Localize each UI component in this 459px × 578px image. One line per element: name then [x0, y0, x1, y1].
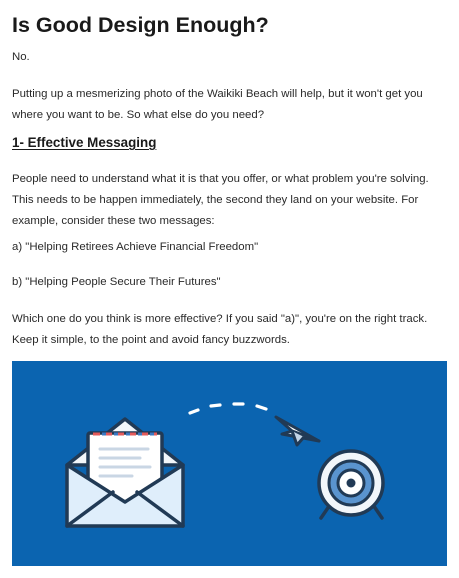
target-icon — [319, 451, 383, 518]
paper-plane-icon — [276, 417, 319, 445]
page-title: Is Good Design Enough? — [12, 13, 269, 37]
closing-paragraph: Which one do you think is more effective? If you said "a)", you're on the right track. Keep it simple, to the point and avoid fancy buzzwords. — [12, 313, 428, 346]
hero-illustration — [12, 361, 447, 566]
section-heading: 1- Effective Messaging — [12, 135, 157, 150]
message-a: a) "Helping Retirees Achieve Financial Freedom" — [12, 241, 259, 253]
intro-answer: No. — [12, 51, 30, 63]
intro-paragraph: Putting up a mesmerizing photo of the Waikiki Beach will help, but it won't get you where you want to be. So what else do you need? — [12, 88, 423, 121]
section-paragraph: People need to understand what it is that you offer, or what problem you're solving. This needs to be happen immediately, the second they land on your website. For example, consider these two messages: — [12, 173, 429, 227]
message-b: b) "Helping People Secure Their Futures" — [12, 276, 221, 288]
dashed-flight-path — [190, 404, 266, 413]
envelope-icon — [67, 419, 183, 526]
